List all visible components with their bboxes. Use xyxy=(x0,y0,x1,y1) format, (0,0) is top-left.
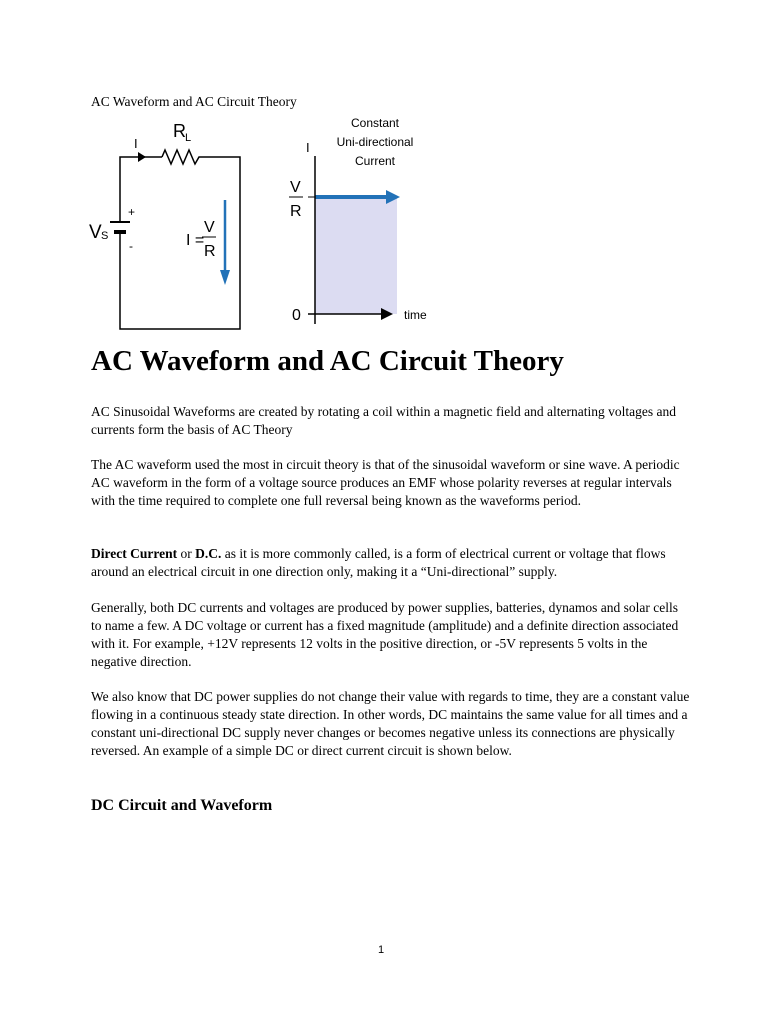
caption-line-3: Current xyxy=(354,154,396,168)
ohm-law-lhs: I = xyxy=(186,232,205,249)
plus-sign: + xyxy=(128,205,136,219)
paragraph-3 xyxy=(91,545,691,581)
current-direction-arrow xyxy=(138,152,146,162)
source-label: V xyxy=(89,222,102,243)
minus-sign: - xyxy=(129,239,133,253)
battery-symbol xyxy=(110,222,130,240)
term-dc: D.C. xyxy=(195,546,222,561)
circuit-wires xyxy=(120,157,240,329)
term-direct-current: Direct Current xyxy=(91,546,178,561)
page-number: 1 xyxy=(378,944,385,956)
header-title: AC Waveform and AC Circuit Theory xyxy=(91,94,297,109)
caption-line-1: Constant xyxy=(350,116,400,130)
source-subscript: S xyxy=(101,230,109,242)
blue-current-arrow-head xyxy=(220,270,230,285)
resistor-subscript: L xyxy=(185,132,192,144)
x-axis-label: time xyxy=(404,308,427,322)
resistor-label: R xyxy=(173,121,186,141)
paragraph-4: Generally, both DC currents and voltages are produced by power supplies, batteries, dynamos and solar cells to name a few. A DC voltage or current has a fixed magnitude (amplitude) and a definite direction associated with it. For example, +12V represents 12 volts in the positive direction, or -5V represents 5 volts in the negative direction. xyxy=(91,600,679,669)
caption-line-2: Uni-directional xyxy=(336,135,414,149)
paragraph-5: We also know that DC power supplies do not change their value with regards to time, they are a constant value flowing in a continuous steady state direction. In other words, DC maintains the same value for all times and a constant uni-directional DC supply never changes or becomes negative unless its connections are physically reversed. An example of a simple DC or direct current circuit is shown below. xyxy=(91,689,690,758)
section-heading: DC Circuit and Waveform xyxy=(91,797,273,814)
y-value-denominator: R xyxy=(290,203,302,220)
paragraph-1: AC Sinusoidal Waveforms are created by rotating a coil within a magnetic field and alternating voltages and currents form the basis of AC Theory xyxy=(91,404,676,437)
paragraph-3-body: as it is more commonly called, is a form of electrical current or voltage that flows around an electrical circuit in one direction only, making it a “Uni-directional” supply. xyxy=(91,546,666,579)
current-area-fill xyxy=(315,197,397,314)
y-axis-label: I xyxy=(306,140,310,155)
ohm-law-numerator: V xyxy=(204,219,215,236)
resistor-symbol xyxy=(162,150,202,164)
main-title: AC Waveform and AC Circuit Theory xyxy=(91,345,564,377)
paragraph-2: The AC waveform used the most in circuit theory is that of the sinusoidal waveform or sine wave. A periodic AC waveform in the form of a voltage source produces an EMF whose polarity reverses at regular intervals with the time required to complete one full reversal being known as the waveforms period. xyxy=(91,457,680,508)
ohm-law-denominator: R xyxy=(204,243,216,260)
origin-label: 0 xyxy=(292,307,301,324)
paragraph-3-joiner: or xyxy=(177,546,196,561)
current-label: I xyxy=(134,136,138,151)
dc-circuit-figure xyxy=(86,112,431,332)
y-value-numerator: V xyxy=(290,179,301,196)
